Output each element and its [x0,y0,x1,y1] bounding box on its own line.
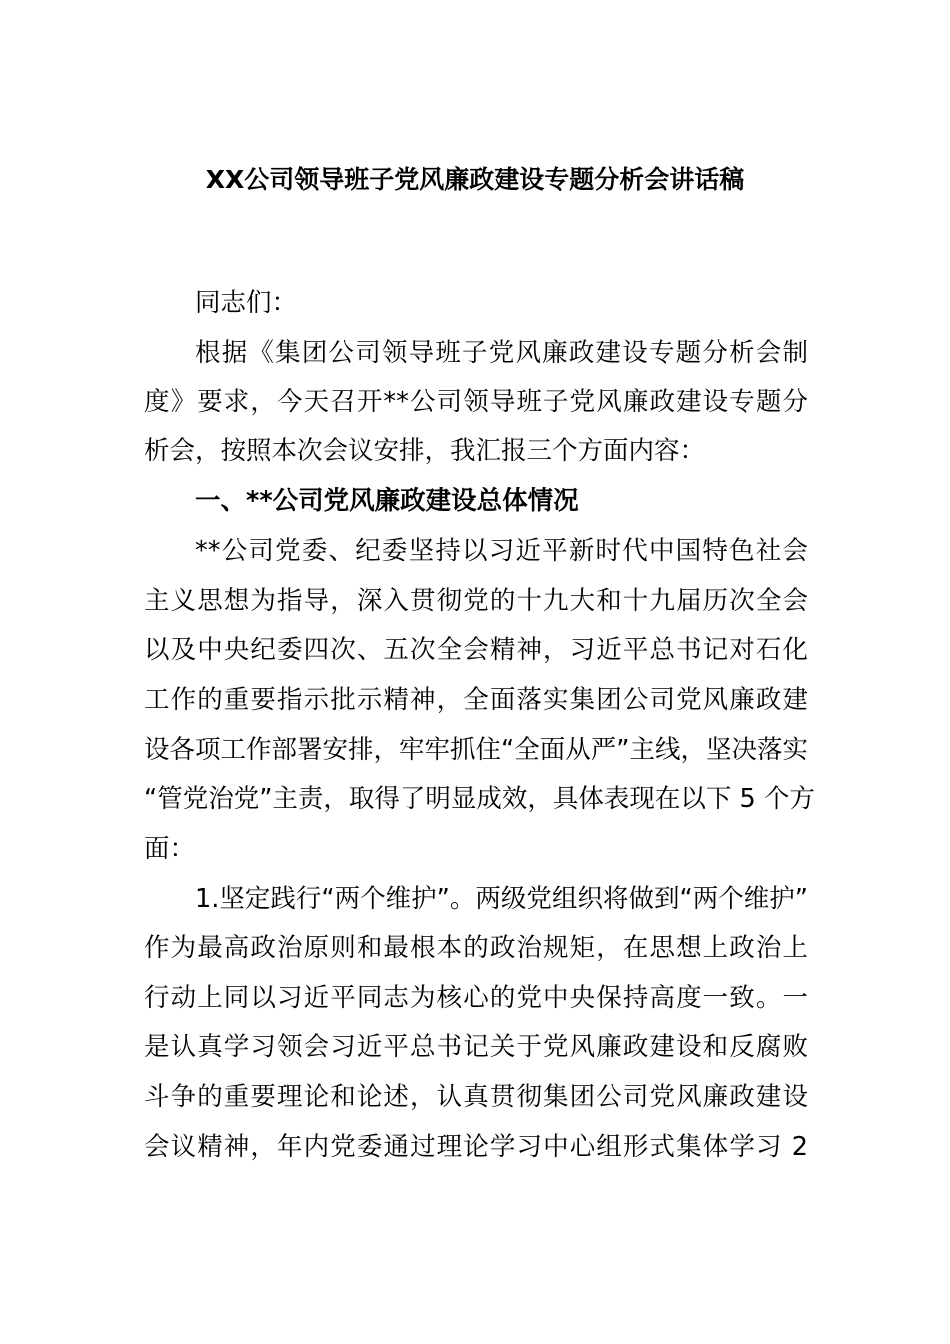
paragraph-line: **公司党委、纪委坚持以习近平新时代中国特色社会 [195,536,808,566]
paragraph-line: 面： [144,834,196,864]
document-title: XX公司领导班子党风廉政建设专题分析会讲话稿 [205,165,745,194]
paragraph-line: 根据《集团公司领导班子党风廉政建设专题分析会制 [195,338,808,368]
paragraph-line: 以及中央纪委四次、五次全会精神，习近平总书记对石化 [144,635,808,665]
paragraph-line: 工作的重要指示批示精神，全面落实集团公司党风廉政建 [144,685,808,715]
paragraph-line: 设各项工作部署安排，牢牢抓住“全面从严”主线，坚决落实 [144,735,808,765]
paragraph-line: 析会，按照本次会议安排，我汇报三个方面内容： [144,436,706,466]
paragraph-line: “管党治党”主责，取得了明显成效，具体表现在以下 5 个方 [144,784,815,814]
section-heading: 一、**公司党风廉政建设总体情况 [195,486,579,516]
salutation: 同志们： [195,288,298,318]
paragraph-line: 主义思想为指导，深入贯彻党的十九大和十九届历次全会 [144,586,808,616]
paragraph-line: 度》要求，今天召开**公司领导班子党风廉政建设专题分 [144,387,808,417]
paragraph-line: 斗争的重要理论和论述，认真贯彻集团公司党风廉政建设 [144,1082,808,1112]
paragraph-line: 1.坚定践行“两个维护”。两级党组织将做到“两个维护” [195,884,808,914]
paragraph-line: 行动上同以习近平同志为核心的党中央保持高度一致。一 [144,983,808,1013]
paragraph-line: 是认真学习领会习近平总书记关于党风廉政建设和反腐败 [144,1032,808,1062]
paragraph-line: 会议精神，年内党委通过理论学习中心组形式集体学习 2 [144,1132,808,1162]
paragraph-line: 作为最高政治原则和最根本的政治规矩，在思想上政治上 [144,933,808,963]
